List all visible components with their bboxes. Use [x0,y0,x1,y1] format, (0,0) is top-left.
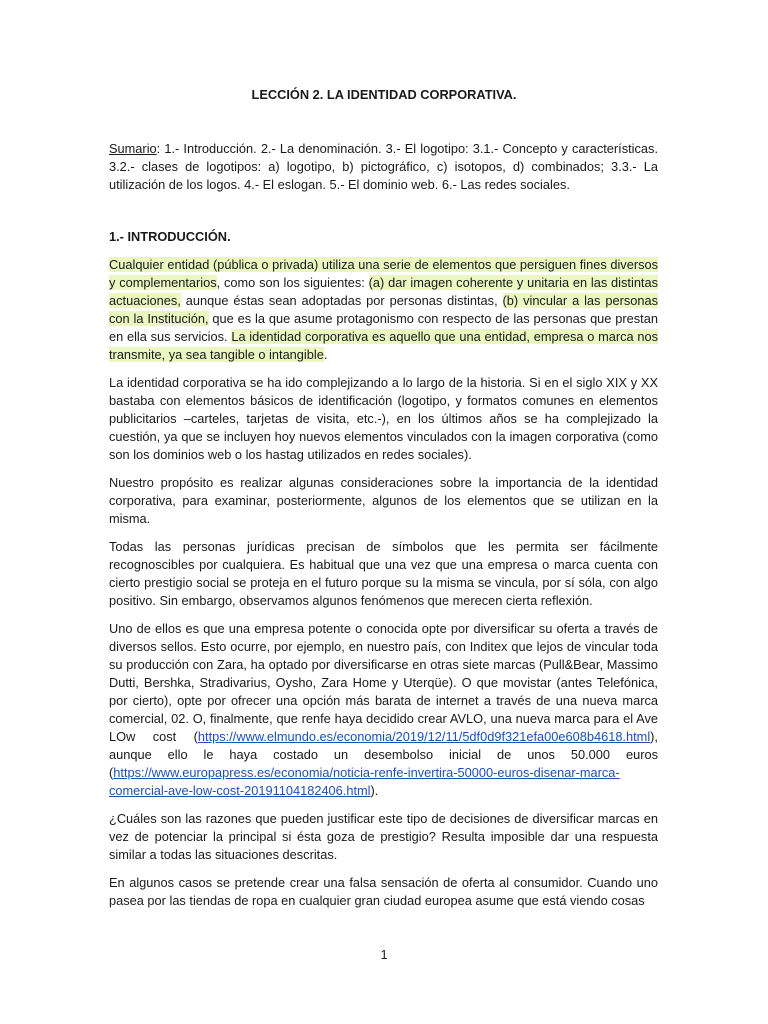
summary-label: Sumario [109,141,157,156]
intro-paragraph-7: En algunos casos se pretende crear una falsa sensación de oferta al consumidor. Cuando uno pasea por las tiendas de ropa en cualquier gran ciudad europea asume que está viendo cosas [109,875,658,908]
intro-paragraph-4: Todas las personas jurídicas precisan de símbolos que les permita ser fácilmente recognoscibles por cualquiera. Es habitual que una vez que una empresa o marca cuenta con cierto prestigio social se proteja en el futuro porque su la misma se vincula, por sí sóla, con algo positivo. Sin embargo, observamos algunos fenómenos que merecen cierta reflexión. [109,539,658,608]
text-segment: Uno de ellos es que una empresa potente o conocida opte por diversificar su oferta a través de diversos sellos. Esto ocurre, por ejemplo, en nuestro país, con Inditex que lejos de vincular toda su producción con Zara, ha optado por diversificarse en otras siete marcas (Pull&Bear, Massimo Dutti, Bershka, Stradivarius, Oysho, Zara Home y Uterqüe). O que movistar (antes Telefónica, por cierto), opte por ofrecer una opción más barata de internet a través de una nueva marca comercial, 02. O, finalmente, que renfe haya decidido crear AVLO, una nueva marca para el Ave LOw cost ( [109,621,658,744]
intro-paragraph-1 [109,256,658,364]
highlight-3: (b) vincular a las personas con la Institución, [109,293,658,326]
europapress-link[interactable]: https://www.europapress.es/economia/noticia-renfe-invertira-50000-euros-disenar-marca-comercial-ave-low-cost-20191104182406.html [109,765,620,798]
text-segment: aunque éstas sean adoptadas por personas distintas, [180,293,503,308]
section-heading-introduccion: 1.- INTRODUCCIÓN. [109,229,231,244]
intro-paragraph-2: La identidad corporativa se ha ido complejizando a lo largo de la historia. Si en el siglo XIX y XX bastaba con elementos básicos de identificación (logotipo, y formatos comunes en elementos publicitarios –carteles, tarjetas de visita, etc.-), en los últimos años se ha complejizado la cuestión, ya que se incluyen hoy nuevos elementos vinculados con la imagen corporativa (como son los dominios web o los hastag utilizados en redes sociales). [109,375,658,462]
summary-text: : 1.- Introducción. 2.- La denominación. 3.- El logotipo: 3.1.- Concepto y características. 3.2.- clases de logotipos: a) logotipo, b) pictográfico, c) isotopos, d) combinados; 3.3.- La utilización de los logos. 4.- El eslogan. 5.- El dominio web. 6.- Las redes sociales. [109,141,658,192]
intro-paragraph-5 [109,620,658,800]
intro-paragraph-3: Nuestro propósito es realizar algunas consideraciones sobre la importancia de la identidad corporativa, para examinar, posteriormente, algunos de los elementos que se utilizan en la misma. [109,475,658,526]
text-segment: ), aunque ello le haya costado un desembolso inicial de unos 50.000 euros ( [109,729,658,780]
text-segment: que es la que asume protagonismo con respecto de las personas que prestan en ella sus servicios. [109,311,658,344]
text-segment: ). [370,783,379,798]
text-segment: , como son los siguientes: [216,275,369,290]
elmundo-link[interactable]: https://www.elmundo.es/economia/2019/12/11/5df0d9f321efa00e608b4618.html [197,729,651,744]
document-body [109,140,658,920]
page-number: 1 [380,947,388,962]
highlight-2: (a) dar imagen coherente y unitaria en las distintas actuaciones, [109,275,659,308]
page-title: LECCIÓN 2. LA IDENTIDAD CORPORATIVA. [251,87,517,102]
highlight-4: La identidad corporativa es aquello que una entidad, empresa o marca nos transmite, ya sea tangible o intangible [109,329,659,362]
summary-paragraph [109,140,658,194]
highlight-1: Cualquier entidad (pública o privada) utiliza una serie de elementos que persiguen fines diversos y complementarios [109,257,658,290]
intro-paragraph-6: ¿Cuáles son las razones que pueden justificar este tipo de decisiones de diversificar marcas en vez de potenciar la principal si ésta goza de prestigio? Resulta imposible dar una respuesta similar a todas las situaciones descritas. [109,811,658,862]
text-segment: . [323,347,328,362]
